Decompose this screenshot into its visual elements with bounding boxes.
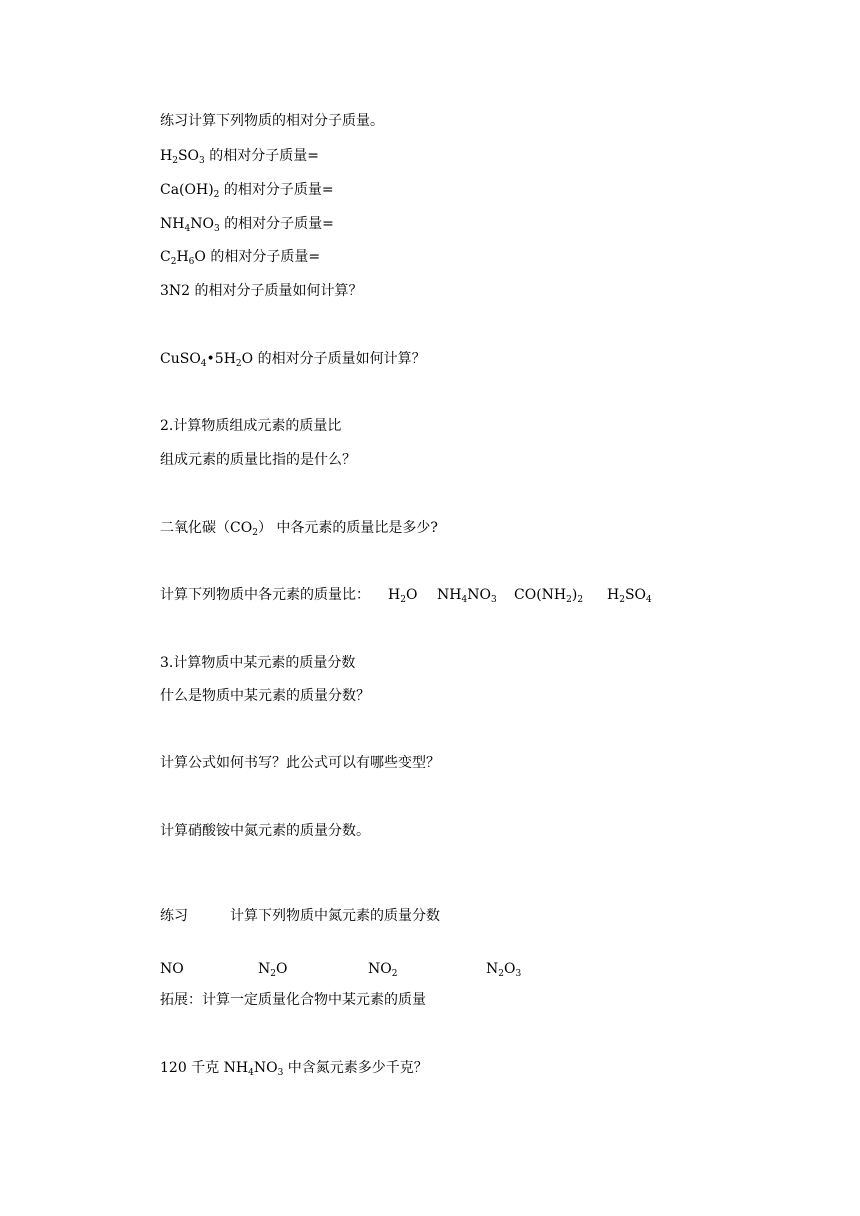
section-2-question-1: 组成元素的质量比指的是什么？: [160, 452, 356, 468]
rel-mass-label: 的相对分子质量=: [224, 216, 334, 232]
formula-h2o: $H_2O$: [388, 587, 418, 605]
formula-urea: $CO(NH_2)_2$: [514, 587, 584, 605]
h2so3-line: [160, 147, 319, 165]
section-3-question-3: 计算硝酸铵中氮元素的质量分数。: [160, 823, 370, 839]
section-3-question-1: 什么是物质中某元素的质量分数？: [160, 688, 370, 704]
extension-title: 拓展：计算一定质量化合物中某元素的质量: [160, 992, 426, 1008]
question-3n2: 3N2 的相对分子质量如何计算？: [160, 283, 363, 299]
rel-mass-label: 的相对分子质量=: [210, 249, 321, 265]
c2h6o-line: [160, 248, 320, 266]
formula-h2so3: $H_2SO_3$: [160, 148, 205, 166]
exercise-line: [160, 907, 560, 925]
formula-n2o: $N_2O$: [258, 961, 288, 979]
formula-caoh2: $Ca(OH)_2$: [160, 182, 220, 200]
formula-n2o3: $N_2O_3$: [486, 961, 522, 979]
question-cuso4: $CuSO_4•5H_2O$ 的相对分子质量如何计算？: [160, 351, 426, 369]
extension-question: 120 千克 $NH_4NO_3$ 中含氮元素多少千克？: [160, 1060, 428, 1078]
rel-mass-label: 的相对分子质量=: [223, 182, 334, 198]
exercise-label: 练习: [160, 908, 188, 924]
rel-mass-label: 的相对分子质量=: [209, 148, 319, 164]
practice-intro: 练习计算下列物质的相对分子质量。: [160, 113, 384, 129]
exercise-items: [160, 960, 580, 978]
section-3-title: 3.计算物质中某元素的质量分数: [160, 655, 356, 671]
formula-c2h6o: $C_2H_6O$: [160, 249, 206, 267]
formula-cuso4-5h2o: $CuSO_4•5H_2O$: [160, 351, 254, 369]
exercise-text: 计算下列物质中氮元素的质量分数: [230, 908, 440, 924]
formula-nh4no3: $NH_4NO_3$: [437, 587, 497, 605]
nh4no3-line: [160, 215, 334, 233]
formula-no2: $NO_2$: [368, 961, 398, 979]
section-2-title: 2.计算物质组成元素的质量比: [160, 418, 342, 434]
formula-h2so4: $H_2SO_4$: [607, 587, 652, 605]
section-2-question-2: 二氧化碳$(CO_2)$ 中各元素的质量比是多少?: [160, 520, 438, 538]
formula-nh4no3: $NH_4NO_3$: [160, 216, 220, 234]
caoh2-line: [160, 181, 334, 199]
section-2-question-3: 计算下列物质中各元素的质量比： $H_2O$ $NH_4NO_3$ $CO(NH_2)_2$ $H_2SO_4$: [160, 587, 652, 605]
formula-no: NO: [160, 961, 184, 977]
section-3-question-2: 计算公式如何书写？此公式可以有哪些变型？: [160, 755, 440, 771]
